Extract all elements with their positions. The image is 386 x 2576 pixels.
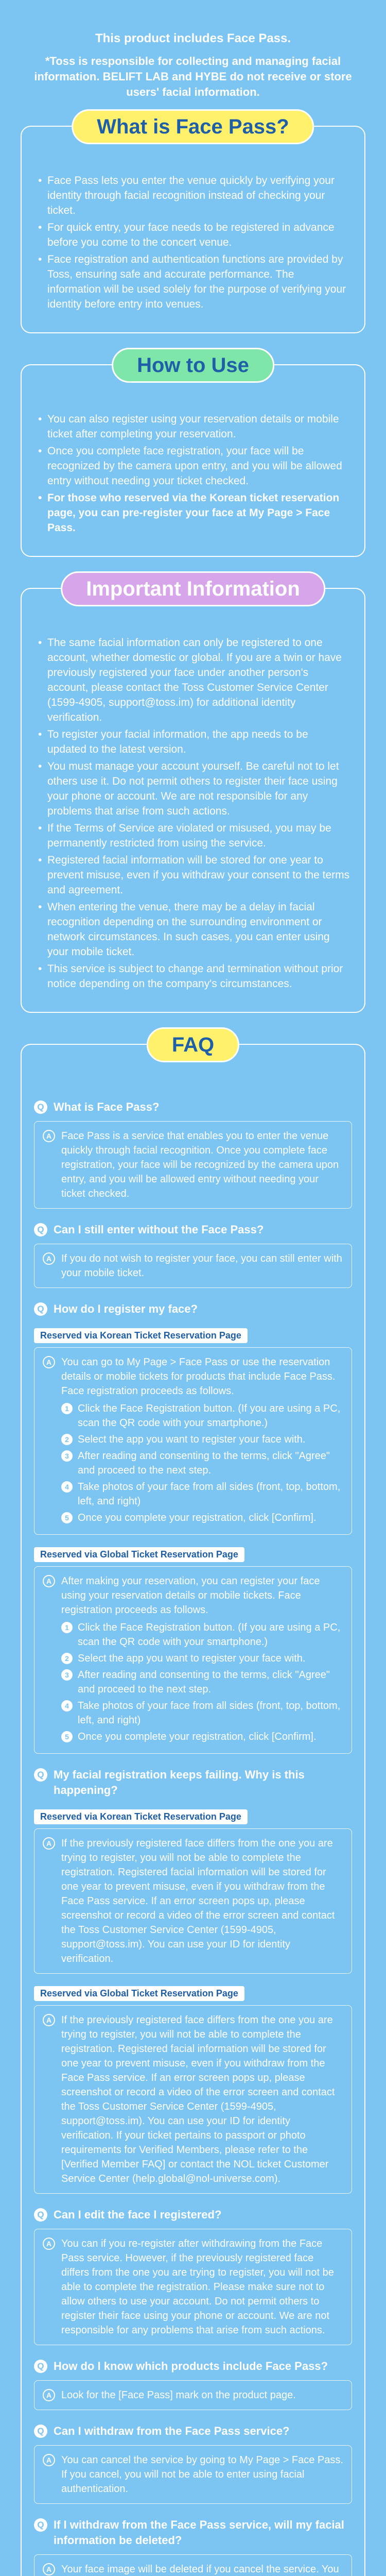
faq-answer-text: Look for the [Face Pass] mark on the product page.: [61, 2389, 296, 2401]
faq-answer: [34, 2445, 352, 2504]
what-item: • Face registration and authentication functions are provided by Toss, ensuring safe and accurate performance. The information will be used solely for the purpose of verifying your identity before entry into venues.: [36, 252, 350, 312]
faq-question: [34, 1099, 352, 1115]
step-item: [61, 1480, 343, 1509]
answer-icon: A: [43, 2454, 55, 2466]
step-number-icon: 3: [61, 1450, 73, 1462]
intro-notice: [0, 31, 386, 100]
faq-answer: [34, 1347, 352, 1535]
answer-icon: A: [43, 1837, 55, 1850]
faq-answer-text: If you do not wish to register your face, you can still enter with your mobile ticket.: [61, 1253, 342, 1279]
step-number-icon: 2: [61, 1653, 73, 1664]
step-text: Once you complete your registration, click [Confirm].: [78, 1731, 317, 1742]
how-item: • You can also register using your reservation details or mobile ticket after completing your reservation.: [36, 412, 350, 442]
step-number-icon: 5: [61, 1512, 73, 1523]
important-item: • Registered facial information will be stored for one year to prevent misuse, even if you withdraw your consent to the terms and agreement.: [36, 853, 350, 897]
step-item: [61, 1432, 343, 1447]
faq-question: [34, 1222, 352, 1238]
faq-answer: [34, 2554, 352, 2576]
what-item: • For quick entry, your face needs to be registered in advance before you come to the concert venue.: [36, 220, 350, 250]
faq-question-text: How do I know which products include Face Pass?: [54, 2360, 328, 2372]
faq-question-text: Can I withdraw from the Face Pass service?: [54, 2425, 290, 2437]
step-number-icon: 1: [61, 1403, 73, 1414]
step-item: [61, 1668, 343, 1697]
faq-title: FAQ: [147, 1027, 239, 1062]
faq-answer-text: Face Pass is a service that enables you to enter the venue quickly through facial recognition. Once you complete face registration, your face will be recognized by the camera upon entry, and you will be allowed entry without needing your ticket checked.: [61, 1130, 339, 1199]
what-is-face-pass-title: What is Face Pass?: [72, 109, 314, 144]
step-item: [61, 1401, 343, 1430]
faq-answer: [34, 2005, 352, 2194]
faq-answer: [34, 1566, 352, 1754]
answer-icon: A: [43, 2389, 55, 2401]
important-item: • You must manage your account yourself. Be careful not to let others use it. Do not permit others to register their face using your phone or account. We are not responsible for any problems that arise from such actions.: [36, 759, 350, 819]
step-item: [61, 1730, 343, 1744]
answer-icon: A: [43, 1575, 55, 1587]
step-number-icon: 2: [61, 1434, 73, 1445]
step-number-icon: 4: [61, 1481, 73, 1493]
step-text: Click the Face Registration button. (If you are using a PC, scan the QR code with your smartphone.): [78, 1622, 341, 1648]
important-item: • When entering the venue, there may be a delay in facial recognition depending on the surrounding environment or network circumstances. In such cases, you can enter using your mobile ticket.: [36, 900, 350, 959]
faq-question: [34, 2517, 352, 2548]
important-item: • This service is subject to change and termination without prior notice depending on the company's circumstances.: [36, 961, 350, 991]
what-is-face-pass-section: [21, 115, 365, 333]
question-icon: Q: [34, 2518, 47, 2532]
important-information-section: [21, 577, 365, 1013]
faq-answer-text: You can go to My Page > Face Pass or use the reservation details or mobile tickets for products that include Face Pass. Face registration proceeds as follows.: [61, 1357, 336, 1397]
important-item: • If the Terms of Service are violated or misused, you may be permanently restricted from using the service.: [36, 821, 350, 851]
how-to-use-section: [21, 353, 365, 557]
question-icon: Q: [34, 2425, 47, 2438]
question-icon: Q: [34, 2360, 47, 2373]
faq-question-text: If I withdraw from the Face Pass service, will my facial information be deleted?: [54, 2518, 344, 2547]
step-number-icon: 5: [61, 1731, 73, 1742]
faq-answer-text: Your face image will be deleted if you cancel the service. You: [61, 2564, 339, 2575]
korean-reservation-tag: Reserved via Korean Ticket Reservation Page: [34, 1328, 248, 1343]
faq-question: [34, 2207, 352, 2223]
intro-lead: This product includes Face Pass.: [95, 31, 291, 45]
step-item: [61, 1651, 343, 1666]
step-number-icon: 1: [61, 1622, 73, 1633]
faq-answer-text: After making your reservation, you can register your face using your reservation details or mobile tickets. Face registration proceeds as follows.: [61, 1575, 320, 1616]
what-item: • Face Pass lets you enter the venue quickly by verifying your identity through facial recognition instead of checking your ticket.: [36, 173, 350, 218]
important-information-title: Important Information: [61, 571, 325, 606]
step-text: Once you complete your registration, click [Confirm].: [78, 1512, 317, 1523]
step-text: Click the Face Registration button. (If you are using a PC, scan the QR code with your smartphone.): [78, 1403, 341, 1429]
question-icon: Q: [34, 1302, 47, 1316]
step-item: [61, 1449, 343, 1478]
faq-answer: [34, 1244, 352, 1288]
step-item: [61, 1620, 343, 1649]
how-to-use-title: How to Use: [112, 348, 274, 383]
step-text: After reading and consenting to the terms, click "Agree" and proceed to the next step.: [78, 1669, 330, 1695]
how-item: • For those who reserved via the Korean ticket reservation page, you can pre-register your face at My Page > Face Pass.: [36, 490, 350, 535]
faq-question-text: What is Face Pass?: [54, 1100, 160, 1113]
faq-answer-text: If the previously registered face differs from the one you are trying to register, you will not be able to complete the registration. Registered facial information will be stored for one year to prevent misuse, even if you withdraw from the Face Pass service. If an error screen pops up, please screenshot or record a video of the error screen and contact the Toss Customer Service Center (1599-4905, support@toss.im). You can use your ID for identity verification.: [61, 1838, 335, 1964]
answer-icon: A: [43, 2238, 55, 2250]
question-icon: Q: [34, 1100, 47, 1114]
faq-answer: [34, 2229, 352, 2345]
step-text: Select the app you want to register your face with.: [78, 1653, 306, 1664]
faq-question-text: Can I still enter without the Face Pass?: [54, 1223, 264, 1236]
faq-question: [34, 1301, 352, 1317]
question-icon: Q: [34, 2208, 47, 2222]
how-item: • Once you complete face registration, your face will be recognized by the camera upon entry, and you will be allowed entry without needing your ticket checked.: [36, 444, 350, 488]
step-item: [61, 1699, 343, 1727]
answer-icon: A: [43, 1130, 55, 1142]
faq-answer: [34, 2380, 352, 2410]
intro-note: *Toss is responsible for collecting and managing facial information. BELIFT LAB and HYBE do not receive or store users' facial information.: [34, 55, 352, 98]
faq-section: [21, 1033, 365, 2576]
faq-question-text: How do I register my face?: [54, 1302, 198, 1315]
step-text: After reading and consenting to the terms, click "Agree" and proceed to the next step.: [78, 1450, 330, 1476]
question-icon: Q: [34, 1223, 47, 1236]
faq-question: [34, 2424, 352, 2439]
faq-answer: [34, 1828, 352, 1974]
step-number-icon: 4: [61, 1700, 73, 1711]
global-reservation-tag: Reserved via Global Ticket Reservation Page: [34, 1986, 244, 2001]
important-item: • To register your facial information, the app needs to be updated to the latest version.: [36, 727, 350, 757]
faq-question: [34, 2359, 352, 2374]
answer-icon: A: [43, 1356, 55, 1368]
global-reservation-tag: Reserved via Global Ticket Reservation Page: [34, 1547, 244, 1562]
answer-icon: A: [43, 1252, 55, 1265]
faq-answer: [34, 1121, 352, 1209]
step-item: [61, 1511, 343, 1525]
answer-icon: A: [43, 2563, 55, 2575]
answer-icon: A: [43, 2014, 55, 2026]
faq-question-text: My facial registration keeps failing. Why is this happening?: [54, 1768, 305, 1797]
step-text: Take photos of your face from all sides (front, top, bottom, left, and right): [78, 1481, 341, 1507]
step-number-icon: 3: [61, 1669, 73, 1681]
faq-answer-text: If the previously registered face differs from the one you are trying to register, you will not be able to complete the registration. Registered facial information will be stored for one year to prevent misuse, even if you withdraw from the Face Pass service. If an error screen pops up, please screenshot or record a video of the error screen and contact the Toss Customer Service Center (1599-4905, support@toss.im). You can use your ID for identity verification. If your ticket pertains to passport or photo requirements for Verified Members, please refer to the [Verified Member FAQ] or contact the NOL ticket Customer Service Center (help.global@nol-universe.com).: [61, 2014, 335, 2184]
important-item: • The same facial information can only be registered to one account, whether domestic or global. If you are a twin or have previously registered your face under another person's account, please contact the Toss Customer Service Center (1599-4905, support@toss.im) for additional identity verification.: [36, 635, 350, 725]
faq-question-text: Can I edit the face I registered?: [54, 2208, 222, 2221]
step-text: Select the app you want to register your face with.: [78, 1434, 306, 1445]
faq-question: [34, 1767, 352, 1798]
korean-reservation-tag: Reserved via Korean Ticket Reservation Page: [34, 1809, 248, 1824]
step-text: Take photos of your face from all sides (front, top, bottom, left, and right): [78, 1700, 341, 1726]
faq-answer-text: You can cancel the service by going to My Page > Face Pass. If you cancel, you will not be able to enter using facial authentication.: [61, 2454, 343, 2495]
question-icon: Q: [34, 1768, 47, 1782]
faq-answer-text: You can if you re-register after withdrawing from the Face Pass service. However, if the previously registered face differs from the one you are trying to register, you will not be able to complete the registration. Please make sure not to allow others to use your account. Do not permit others to register their face using your phone or account. We are not responsible for any problems that arise from such actions.: [61, 2238, 334, 2336]
